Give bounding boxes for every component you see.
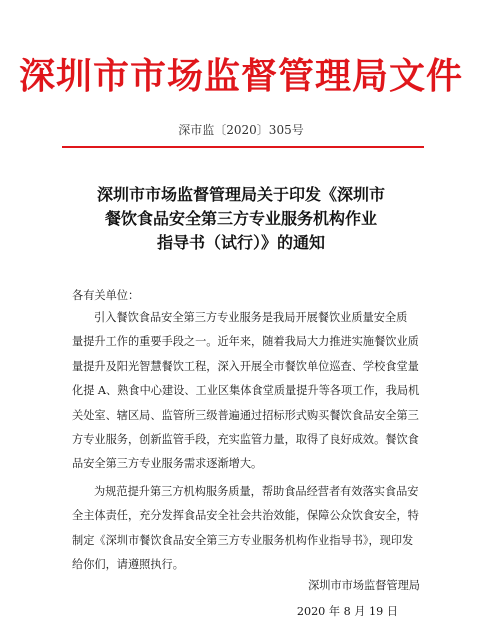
notice-title-line: 餐饮食品安全第三方专业服务机构作业 xyxy=(104,209,377,228)
paragraph-line: 全主体责任，充分发挥食品安全社会共治效能，保障公众饮食安全，特 xyxy=(72,509,419,523)
paragraph-line: 引入餐饮食品安全第三方专业服务是我局开展餐饮业质量安全质 xyxy=(94,311,408,324)
red-divider-line xyxy=(62,146,424,148)
issue-date: 2020 年 8 月 19 日 xyxy=(296,605,398,618)
document-number: 深市监〔2020〕305号 xyxy=(178,123,304,137)
paragraph-line: 方专业服务，创新监管手段，充实监管力量，取得了良好成效。餐饮食 xyxy=(72,433,419,447)
notice-title xyxy=(0,183,482,255)
document-header-title: 深圳市市场监督管理局文件 xyxy=(18,55,463,97)
paragraph-line: 化提 A、熟食中心建设、工业区集体食堂质量提升等各项工作，我局机 xyxy=(72,384,420,398)
paragraph-line: 给你们，请遵照执行。 xyxy=(72,558,184,572)
notice-title-line: 指导书（试行）》的通知 xyxy=(156,233,325,252)
paragraph-1 xyxy=(72,306,420,477)
paragraph-line: 量提升及阳光智慧餐饮工程，深入开展全市餐饮单位巡查、学校食堂量 xyxy=(72,359,419,373)
paragraph-line: 制定《深圳市餐饮食品安全第三方专业服务机构作业指导书》，现印发 xyxy=(72,533,414,547)
notice-title-line: 深圳市市场监督管理局关于印发《深圳市 xyxy=(96,185,385,204)
salutation: 各有关单位： xyxy=(72,289,140,302)
paragraph-line: 量提升工作的重要手段之一。近年来，随着我局大力推进实施餐饮业质 xyxy=(72,335,419,349)
issuer-signature: 深圳市市场监督管理局 xyxy=(308,579,420,592)
paragraph-2 xyxy=(72,480,420,578)
paragraph-line: 关处室、辖区局、监管所三级普遍通过招标形式购买餐饮食品安全第三 xyxy=(72,408,419,422)
paragraph-line: 为规范提升第三方机构服务质量，帮助食品经营者有效落实食品安 xyxy=(94,485,419,498)
paragraph-line: 品安全第三方专业服务需求逐渐增大。 xyxy=(72,457,263,471)
